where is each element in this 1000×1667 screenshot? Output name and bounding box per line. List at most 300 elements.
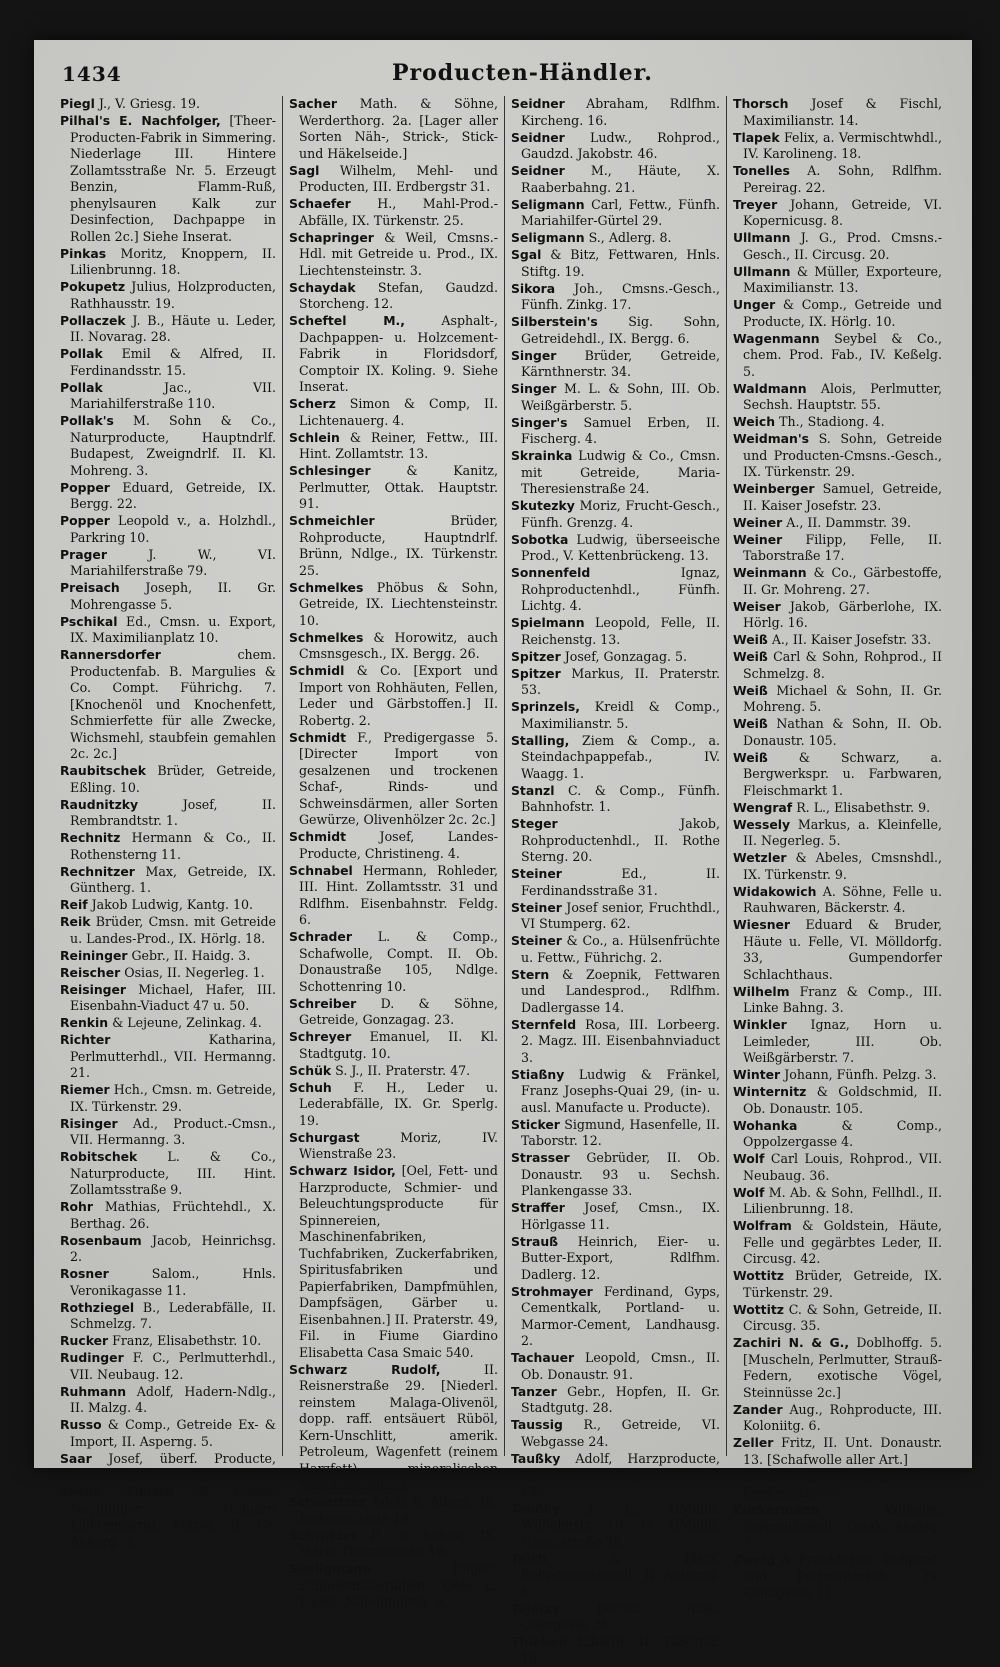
directory-entry	[733, 1118, 942, 1151]
directory-entry	[60, 1417, 276, 1450]
entry-name: Tonelles	[733, 163, 790, 178]
entry-details: Michael & Sohn, II. Gr. Mohreng. 5.	[743, 682, 942, 714]
directory-entry	[60, 864, 276, 897]
entry-details: A., II. Dammstr. 39.	[786, 514, 911, 530]
entry-details: F. H., Leder u. Lederabfälle, IX. Gr. Sperlg. 19.	[299, 1079, 498, 1128]
entry-name: Wagenmann	[733, 330, 820, 346]
entry-name: Taussig	[511, 1417, 563, 1432]
directory-entry	[289, 829, 498, 862]
directory-entry	[511, 498, 720, 531]
directory-entry	[733, 163, 942, 196]
directory-entry	[60, 763, 276, 796]
directory-entry	[60, 1333, 276, 1350]
entry-name: Skutezky	[511, 498, 575, 513]
entry-name: Winkler	[733, 1017, 787, 1032]
entry-details: & Horowitz, auch Cmsnsgesch., IX. Bergg. 26.	[299, 629, 498, 661]
entry-name: Preisach	[60, 580, 120, 595]
directory-entry	[733, 1502, 942, 1552]
entry-details: Katharina, Perlmutterhdl., VII. Hermanng. 21.	[70, 1032, 276, 1080]
directory-entry	[733, 649, 942, 682]
entry-name: Schweitzer	[289, 1494, 366, 1509]
directory-entry	[511, 448, 720, 498]
entry-name: Schlesinger	[289, 463, 371, 478]
entry-name: Reif	[60, 897, 88, 912]
entry-name: Schaydak	[289, 279, 356, 295]
directory-entry	[60, 380, 276, 413]
entry-name: Thieben	[511, 1634, 568, 1649]
entry-name: Rudinger	[60, 1350, 124, 1365]
directory-entry	[733, 331, 942, 381]
entry-details: & Dolezel, VII. Lindengasse 7.	[743, 1468, 942, 1500]
entry-details: Johann, Getreide, VI. Kopernicusg. 8.	[743, 196, 942, 228]
entry-details: Emanuel, II. Kl. Stadtgutg. 10.	[299, 1029, 498, 1061]
entry-details: A. Sohn, Rdlfhm. Pereirag. 22.	[743, 163, 942, 195]
entry-details: H., Mahl-Prod.-Abfälle, IX. Türkenstr. 25.	[299, 196, 498, 228]
directory-entry	[511, 1117, 720, 1150]
entry-name: Popper	[60, 513, 110, 528]
directory-entry	[289, 929, 498, 995]
entry-name: Tejetzy	[511, 1600, 561, 1616]
entry-name: Wolf	[733, 1151, 765, 1166]
entry-name: Russo	[60, 1417, 102, 1432]
entry-details: Josef & Fischl, Maximilianstr. 14.	[743, 96, 942, 128]
directory-entry	[733, 716, 942, 749]
entry-details: Ludwig, überseeische Prod., V. Kettenbrückeng. 13.	[521, 531, 720, 563]
directory-entry	[289, 1063, 498, 1080]
entry-name: Schmidt	[289, 829, 347, 844]
entry-name: Weiner	[733, 514, 783, 530]
directory-entry	[60, 113, 276, 245]
directory-entry	[60, 897, 276, 914]
entry-name: Weiß	[733, 749, 768, 765]
directory-entry	[289, 230, 498, 280]
entry-details: Abraham, Rdlfhm. Kircheng. 16.	[521, 96, 720, 128]
entry-name: Spielmann	[511, 615, 585, 630]
directory-entry	[511, 130, 720, 163]
directory-entry	[511, 1601, 720, 1634]
entry-details: Eduard, Getreide, IX. Bergg. 22.	[70, 479, 276, 511]
directory-entry	[60, 647, 276, 763]
entry-details: L. & Comp., Schafwolle, Compt. II. Ob. Donaustraße 105, Ndlge. Schottenring 10.	[299, 929, 498, 994]
entry-name: Steger	[511, 816, 558, 831]
entry-details: A., II. Kaiser Josefstr. 33.	[771, 632, 932, 647]
directory-entry	[289, 1494, 498, 1527]
entry-details: M. Sohn & Co., Naturproducte, Hauptndrlf. Budapest, Zweigndrlf. II. Kl. Mohreng. 3.	[70, 413, 276, 478]
entry-details: Seybel & Co., chem. Prod. Fab., IV. Keßelg. 5.	[743, 330, 942, 379]
entry-name: Waldmann	[733, 380, 807, 396]
entry-details: Josef, überf. Producte, Brandstätte 1.	[70, 1450, 276, 1482]
entry-name: Risinger	[60, 1115, 118, 1131]
entry-details: M. L. & Sohn, III. Ob. Weißgärberstr. 5.	[521, 381, 720, 413]
directory-entry	[511, 1551, 720, 1601]
entry-details: D. & Söhne, Getreide, Gonzagag. 23.	[299, 995, 498, 1027]
entry-details: Brüder, Getreide, Eßling. 10.	[70, 763, 276, 795]
directory-entry	[733, 130, 942, 163]
entry-name: Stern	[511, 966, 550, 982]
entry-details: chem. Productenfab. B. Margulies & Co. Compt. Führichg. 7. [Knochenöl und Knochenfett, Schmierfette für alle Zwecke, Wichsmehl, staubfein gemahlen 2c. 2c.]	[70, 647, 276, 761]
directory-entry	[289, 996, 498, 1029]
entry-details: Moritz, Knoppern, II. Lilienbrunng. 18.	[70, 245, 276, 277]
directory-entry	[60, 1015, 276, 1032]
directory-entry	[289, 1362, 498, 1494]
entry-name: Pollak	[60, 379, 103, 395]
directory-entry	[733, 96, 942, 129]
directory-entry	[511, 230, 720, 247]
entry-details: Wilhelm, Mehl- und Producten, III. Erdbergstr 31.	[299, 162, 498, 194]
entry-name: Schmeichler	[289, 513, 375, 528]
entry-name: Weiß	[733, 682, 768, 698]
entry-name: Schwarz Rudolf,	[289, 1361, 441, 1377]
entry-details: F., Predigergasse 5. [Directer Import von gesalzenen und trockenen Schaf-, Rinds- und Schweinsdärmen, aller Sorten Gewürze, Olivenhölzer 2c. 2c.]	[299, 729, 498, 827]
directory-entry	[733, 599, 942, 632]
entry-details: Ludwig & Co., Cmsn. mit Getreide, Maria-Theresienstraße 24.	[521, 448, 720, 496]
entry-details: Samuel, Getreide, II. Kaiser Josefstr. 23.	[743, 481, 942, 513]
entry-details: & Lejeune, Zelinkag. 4.	[112, 1015, 262, 1030]
entry-details: J. W., VI. Mariahilferstraße 79.	[70, 546, 276, 578]
entry-name: Seidner	[511, 129, 565, 145]
directory-entry	[511, 1150, 720, 1200]
entry-name: Schmidt	[289, 729, 347, 745]
entry-name: Rosenbaum	[60, 1232, 142, 1248]
directory-entry	[60, 797, 276, 830]
entry-details: Joh., Cmsns.-Gesch., Fünfh. Zinkg. 17.	[521, 280, 720, 312]
directory-entry	[511, 1417, 720, 1450]
entry-details: Markus, a. Kleinfelle, II. Negerleg. 5.	[743, 816, 942, 848]
entry-details: Adolf & Albert, IX. Roßauerlände 19.	[299, 1494, 498, 1526]
entry-details: Phöbus & Sohn, Getreide, IX. Liechtensteinstr. 10.	[299, 579, 498, 628]
entry-details: Salom., Hnls. Veronikagasse 11.	[70, 1266, 276, 1298]
directory-columns	[60, 96, 950, 1666]
directory-entry	[60, 413, 276, 479]
entry-details: [Theer-Producten-Fabrik in Simmering. Niederlage III. Hintere Zollamtsstraße Nr. 5. Erzeugt Benzin, Flamm-Ruß, phenylsauren Kalk zur Desinfection, Dachpappe in Rollen 2c.] Siehe Inserat.	[70, 113, 276, 244]
directory-entry	[733, 984, 942, 1017]
entry-name: Winternitz	[733, 1084, 807, 1099]
entry-details: Ludw., Rohprod., Gaudzd. Jakobstr. 46.	[521, 129, 720, 161]
entry-details: Ludwig & Fränkel, Franz Josephs-Quai 29, (in- u. ausl. Manufacte u. Producte).	[521, 1066, 720, 1115]
entry-details: Samuel Erben, II. Fischerg. 4.	[521, 414, 720, 446]
entry-details: Eduard, II. Taborstr. 18.	[521, 1634, 720, 1666]
entry-name: Treyer	[733, 196, 778, 212]
directory-entry	[289, 513, 498, 579]
directory-entry	[733, 1185, 942, 1218]
entry-details: Doblhoffg. 5. [Muscheln, Perlmutter, Strauß-Federn, exotische Vögel, Steinnüsse 2c.]	[743, 1335, 942, 1400]
entry-name: Raubitschek	[60, 763, 146, 778]
entry-details: & Kanitz, Perlmutter, Ottak. Hauptstr. 91.	[299, 463, 498, 511]
directory-entry	[733, 565, 942, 598]
entry-details: & Co. [Export und Import von Rohhäuten, Fellen, Leder und Gärbstoffen.] II. Robertg. 2.	[299, 663, 498, 728]
entry-name: Widakowich	[733, 883, 817, 899]
entry-name: Thorsch	[733, 96, 789, 111]
directory-entry	[60, 580, 276, 613]
entry-name: Sachs	[60, 1484, 101, 1499]
entry-details: Carl Louis, Rohprod., VII. Neubaug. 36.	[743, 1151, 942, 1183]
entry-name: Reininger	[60, 947, 128, 963]
entry-details: Simon & Comp, II. Lichtenauerg. 4.	[299, 396, 498, 428]
directory-entry	[511, 1451, 720, 1501]
entry-name: Unger	[733, 297, 776, 312]
entry-name: Taußky	[511, 1500, 561, 1516]
entry-name: Zuckermann	[733, 1502, 820, 1517]
entry-details: Emil & Alfred, II. Ferdinandsstr. 15.	[70, 346, 276, 378]
directory-entry	[511, 900, 720, 933]
entry-name: Wengraf	[733, 799, 793, 815]
entry-details: Adolf, Harzproducte, III. Ob. Viaductg. Casematte 12.	[521, 1450, 720, 1499]
entry-name: Schrader	[289, 929, 352, 944]
directory-entry	[733, 817, 942, 850]
directory-entry	[733, 197, 942, 230]
entry-details: Moriz, IV. Wienstraße 23.	[299, 1129, 498, 1161]
entry-details: Brüder, Cmsn. mit Getreide u. Landes-Prod., IX. Hörlg. 18.	[70, 914, 276, 946]
entry-details: Johann, Fünfh. Pelzg. 3.	[784, 1067, 937, 1082]
entry-name: Pollak's	[60, 413, 114, 428]
entry-details: Moriz, Frucht-Gesch., Fünfh. Grenzg. 4.	[521, 498, 720, 530]
entry-details: Hermann, Rohleder, III. Hint. Zollamtsstr. 31 und Rdlfhm. Eisenbahnstr. Feldg. 6.	[299, 862, 498, 927]
entry-name: Zachiri N. & G.,	[733, 1335, 850, 1350]
directory-entry	[511, 415, 720, 448]
directory-entry	[60, 914, 276, 947]
entry-details: & Comp., Getreide Ex- & Import, II. Asperng. 5.	[70, 1417, 276, 1449]
entry-details: Mathias, Früchtehdl., X. Berthag. 26.	[70, 1199, 276, 1231]
entry-name: Sticker	[511, 1116, 560, 1132]
directory-entry	[60, 547, 276, 580]
entry-name: Reik	[60, 914, 91, 929]
entry-details: Brüder, Getreide, IX. Türkenstr. 29.	[743, 1268, 942, 1300]
entry-details: & Abeles, Cmsnshdl., IX. Türkenstr. 9.	[743, 850, 942, 882]
entry-details: Eduard & Comp. Nachfolger (Eduard Lichtenstern), Fettw., II. Gr. Ankerg. 3.	[70, 1484, 276, 1549]
entry-name: Pilhal's E. Nachfolger,	[60, 113, 221, 128]
directory-column-1	[60, 96, 282, 1549]
directory-entry	[60, 96, 276, 113]
entry-details: Jakob, Gärberlohe, IX. Hörlg. 16.	[743, 598, 942, 630]
entry-details: M. Ab. & Sohn, Fellhdl., II. Lilienbrunng. 18.	[743, 1184, 942, 1216]
entry-details: & Comp., Getreide und Producte, IX. Hörlg. 10.	[743, 297, 942, 329]
directory-entry	[60, 1032, 276, 1082]
directory-entry	[289, 163, 498, 196]
entry-name: Weiß	[733, 649, 768, 664]
directory-entry	[60, 1116, 276, 1149]
entry-details: & Schwarz, a. Bergwerkspr. u. Farbwaren, Fleischmarkt 1.	[743, 749, 942, 798]
directory-entry	[733, 414, 942, 431]
entry-details: Hch., Cmsn. m. Getreide, IX. Türkenstr. 29.	[70, 1082, 276, 1114]
directory-entry	[60, 1300, 276, 1333]
entry-details: Bertha, Ottak. Quergasse 28.	[521, 1600, 720, 1632]
directory-entry	[733, 1552, 942, 1602]
directory-entry	[289, 313, 498, 396]
entry-details: Rosa, III. Lorbeerg. 2. Magz. III. Eisenbahnviaduct 3.	[521, 1016, 720, 1065]
entry-details: F. C., Perlmutterhdl., VII. Neubaug. 12.	[70, 1350, 276, 1382]
directory-entry	[733, 381, 942, 414]
entry-name: Singer's	[511, 414, 568, 430]
directory-entry	[289, 1029, 498, 1062]
directory-entry	[60, 246, 276, 279]
entry-details: Franz & Comp., III. Linke Bahng. 3.	[743, 983, 942, 1015]
entry-name: Ullmann	[733, 230, 791, 245]
directory-entry	[511, 699, 720, 732]
entry-name: Rannersdorfer	[60, 647, 161, 662]
entry-details: Carl & Sohn, Rohprod., II Schmelzg. 8.	[743, 649, 942, 681]
entry-name: Weich	[733, 414, 776, 429]
directory-entry	[60, 1266, 276, 1299]
directory-entry	[733, 1402, 942, 1435]
entry-details: Leopold v., a. Holzhdl., Parkring 10.	[70, 513, 276, 545]
entry-name: Prager	[60, 546, 107, 562]
directory-entry	[733, 750, 942, 800]
entry-name: Strasser	[511, 1150, 570, 1165]
entry-name: Tlapek	[733, 129, 780, 145]
directory-entry	[511, 197, 720, 230]
directory-entry	[733, 515, 942, 532]
directory-entry	[733, 1084, 942, 1117]
directory-entry	[60, 1484, 276, 1550]
entry-details: C. & Comp., Fünfh. Bahnhofstr. 1.	[521, 782, 720, 814]
directory-entry	[511, 1501, 720, 1551]
directory-entry	[60, 480, 276, 513]
entry-name: Seeligmann	[289, 1561, 372, 1576]
entry-details: Alois, Perlmutter, Sechsh. Hauptstr. 55.	[743, 380, 942, 412]
entry-details: Felix, a. Vermischtwhdl., IV. Karolineng. 18.	[743, 129, 942, 161]
entry-details: & Comp., Oppolzergasse 4.	[743, 1117, 942, 1149]
entry-details: Julius, Holzproducten, Rathhausstr. 19.	[70, 279, 276, 311]
entry-details: Nathan & Sohn, II. Ob. Donaustr. 105.	[743, 716, 942, 748]
entry-name: Schwarz Isidor,	[289, 1163, 396, 1178]
entry-details: Asphalt-, Dachpappen- u. Holzcement-Fabrik in Floridsdorf, Comptoir IX. Koling. 9. Siehe Inserat.	[299, 313, 498, 394]
entry-name: Scheftel M.,	[289, 313, 405, 328]
entry-details: & Bitz, Fettwaren, Hnls. Stiftg. 19.	[521, 247, 720, 279]
entry-details: M., Häute, X. Raaberbahng. 21.	[521, 163, 720, 195]
entry-details: J., V. Griesg. 19.	[98, 96, 200, 111]
entry-details: Jac., VII. Mariahilferstraße 110.	[70, 379, 276, 411]
entry-name: Rohr	[60, 1199, 93, 1214]
page-number: 1434	[62, 62, 122, 86]
directory-entry	[60, 279, 276, 312]
entry-name: Steiner	[511, 933, 562, 948]
entry-name: Seidner	[511, 96, 565, 111]
entry-details: Markus, II. Praterstr. 53.	[521, 665, 720, 697]
directory-entry	[60, 830, 276, 863]
entry-details: Fritz, II. Unt. Donaustr. 13. [Schafwolle aller Art.]	[743, 1435, 942, 1467]
entry-name: Sprinzels,	[511, 699, 580, 714]
entry-name: Steiner	[511, 866, 562, 881]
entry-name: Popper	[60, 479, 110, 495]
entry-details: Aug., Rohproducte, III. Koloniitg. 6.	[743, 1401, 942, 1433]
directory-entry	[511, 933, 720, 966]
entry-details: & Platz, Rohproductenhdl., II. Antonsg. 6.	[521, 1550, 720, 1599]
directory-entry	[733, 884, 942, 917]
entry-details: Gebr., Hopfen, II. Gr. Stadtgutg. 28.	[521, 1383, 720, 1415]
entry-details: Math. & Söhne, Werderthorg. 2a. [Lager aller Sorten Näh-, Strick-, Stick- und Häkelseide.]	[299, 96, 498, 161]
directory-entry	[511, 1284, 720, 1350]
directory-entry	[733, 297, 942, 330]
entry-details: & Zoepnik, Fettwaren und Landesprod., Rdlfhm. Dadlergasse 14.	[521, 966, 720, 1015]
entry-name: Wottitz	[733, 1301, 784, 1317]
entry-name: Rechnitz	[60, 830, 121, 845]
entry-name: Zander	[733, 1401, 783, 1417]
entry-details: Th., Stadiong. 4.	[779, 414, 885, 429]
directory-entry	[289, 280, 498, 313]
entry-details: Jakob Ludwig, Kantg. 10.	[91, 897, 254, 912]
directory-entry	[289, 1163, 498, 1361]
entry-details: Brüder, Getreide, Kärnthnerstr. 34.	[521, 347, 720, 379]
entry-name: Tanzer	[511, 1383, 557, 1399]
entry-details: J. G., Prod. Cmsns.-Gesch., II. Circusg. 20.	[743, 230, 942, 262]
directory-entry	[60, 1233, 276, 1266]
entry-details: Wilhelm, Perlmutterhdl., Ottak. Abeleg. 7.	[743, 1502, 942, 1550]
entry-name: Skrainka	[511, 448, 573, 463]
entry-details: Michael, Hafer, III. Eisenbahn-Viaduct 47 u. 50.	[70, 981, 276, 1013]
directory-entry	[733, 230, 942, 263]
entry-details: Hermann & Co., II. Rothensterng 11.	[70, 830, 276, 862]
entry-details: J. L., UMeidl. Wilhelmstr. 19, G. UMeidl. Hauptstraße 28.	[521, 1500, 720, 1549]
entry-details: Ziem & Comp., a. Steindachpappefab., IV. Waagg. 1.	[521, 732, 720, 781]
entry-details: H. & Söhne, IX. Maria-Theresienstr. 19.	[299, 1527, 498, 1559]
entry-name: Rechnitzer	[60, 863, 135, 879]
entry-name: Weiß	[733, 716, 768, 731]
entry-details: R. L., Elisabethstr. 9.	[796, 799, 931, 815]
entry-details: Gebrüder, II. Ob. Donaustr. 93 u. Sechsh. Plankengasse 33.	[521, 1150, 720, 1198]
entry-name: Strohmayer	[511, 1283, 593, 1299]
entry-details: Ignaz, Horn u. Leimleder, III. Ob. Weißgärberstr. 7.	[743, 1017, 942, 1065]
directory-entry	[511, 1634, 720, 1667]
running-title: Producten-Händler.	[392, 60, 653, 86]
entry-details: & Müller, Exporteure, Maximilianstr. 13.	[743, 263, 942, 295]
entry-details: Josef, Cmsn., IX. Hörlgasse 11.	[521, 1200, 720, 1232]
entry-name: Silberstein's	[511, 314, 598, 329]
entry-name: Schaefer	[289, 196, 351, 211]
directory-entry	[289, 1130, 498, 1163]
entry-name: Weidman's	[733, 431, 810, 446]
entry-name: Wohanka	[733, 1117, 798, 1133]
directory-entry	[733, 1268, 942, 1301]
directory-column-4	[726, 96, 948, 1600]
directory-entry	[511, 381, 720, 414]
entry-details: C. & Sohn, Getreide, II. Circusg. 35.	[743, 1301, 942, 1333]
directory-entry	[733, 850, 942, 883]
entry-details: II. Reisnerstraße 29. [Niederl. reinstem Malaga-Olivenöl, dopp. raff. entsäuert Rüböl, Kern-Unschlitt, amerik. Petroleum, Wagenfett (reinem Harzfett), mineralischen Maschinenölen.]	[299, 1361, 498, 1492]
entry-details: Sig. Sohn, Getreidehdl., IX. Bergg. 6.	[521, 314, 720, 346]
directory-entry	[289, 96, 498, 162]
entry-name: Weiser	[733, 598, 781, 614]
entry-details: Sigmund, Hasenfelle, II. Taborstr. 12.	[521, 1116, 720, 1148]
directory-entry	[511, 281, 720, 314]
directory-entry	[511, 1200, 720, 1233]
entry-name: Schlein	[289, 429, 340, 445]
directory-entry	[60, 1199, 276, 1232]
directory-entry	[60, 1149, 276, 1199]
entry-name: Pinkas	[60, 245, 107, 261]
entry-name: Weinberger	[733, 481, 815, 496]
entry-name: Spitzer	[511, 648, 561, 664]
entry-details: Brüder, Rohproducte, Hauptndrlf. Brünn, Ndlge., IX. Türkenstr. 25.	[299, 513, 498, 578]
entry-details: Filipp, Felle, II. Taborstraße 17.	[743, 531, 942, 563]
directory-entry	[511, 247, 720, 280]
entry-name: Raudnitzky	[60, 796, 139, 812]
entry-name: Pokupetz	[60, 279, 126, 294]
entry-name: Scherz	[289, 396, 336, 411]
entry-name: Taußky	[511, 1450, 561, 1466]
entry-details: Adolf, Hadern-Ndlg., II. Malzg. 4.	[70, 1383, 276, 1415]
directory-entry	[733, 800, 942, 817]
entry-name: Spitzer	[511, 665, 561, 681]
directory-page	[34, 40, 972, 1666]
directory-entry	[511, 1350, 720, 1383]
entry-name: Weinmann	[733, 565, 807, 580]
entry-name: Steiner	[511, 899, 562, 915]
entry-details: Ed., II. Ferdinandsstraße 31.	[521, 866, 720, 898]
entry-name: Schwitzer	[289, 1527, 358, 1543]
entry-name: Schreyer	[289, 1029, 352, 1044]
entry-details: Ad., Product.-Cmsn., VII. Hermanng. 3.	[70, 1115, 276, 1147]
entry-name: Seidner	[511, 163, 565, 178]
